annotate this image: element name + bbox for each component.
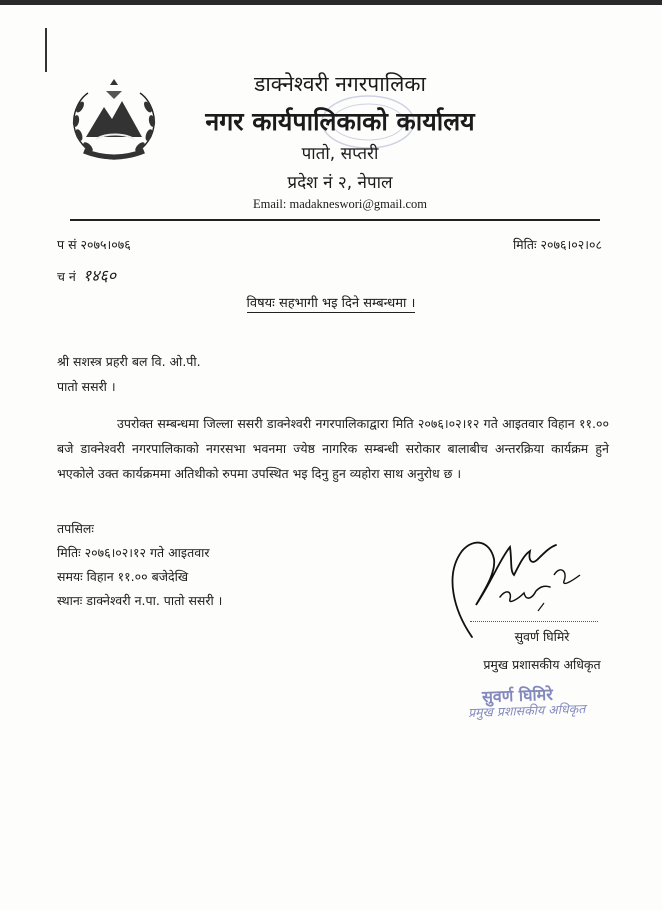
office-email: Email: madakneswori@gmail.com: [253, 197, 427, 211]
dispatch-value: १४६०: [82, 266, 117, 285]
signatory-name: सुवर्ण घिमिरे: [514, 629, 570, 644]
stamp-signatory-name: सुवर्ण घिमिरे: [481, 684, 554, 707]
office-province: प्रदेश नं २, नेपाल: [287, 173, 393, 193]
dispatch-number: [57, 264, 116, 286]
details-heading: तपसिलः: [57, 521, 94, 536]
stamp-signatory-title: प्रमुख प्रशासकीय अधिकृत: [467, 700, 586, 721]
recipient-line-2: पातो ससरी ।: [57, 379, 116, 394]
signatory-title: प्रमुख प्रशासकीय अधिकृत: [483, 657, 601, 672]
office-name: नगर कार्यपालिकाको कार्यालय: [205, 107, 475, 136]
top-border: [0, 0, 662, 5]
dispatch-label: च नं: [57, 269, 76, 284]
header-divider: [70, 219, 600, 221]
municipality-name: डाक्नेश्वरी नगरपालिका: [254, 72, 426, 96]
subject-line: [0, 293, 662, 311]
nepal-emblem-icon: [66, 77, 162, 167]
letter-date: मितिः २०७६।०२।०८: [512, 237, 602, 252]
body-text: उपरोक्त सम्बन्धमा जिल्ला ससरी डाक्नेश्वरी नगरपालिकाद्वारा मिति २०७६।०२।१२ गते आइतवार विहान ११.०० बजे डाक्नेश्वरी नगरपालिकाको नगरसभा भवनमा ज्येष्ठ नागरिक सम्बन्धी सरोकार बालाबीच अन्तरक्रिया कार्यक्रम हुने भएकोले उक्त कार्यक्रममा अतिथीको रुपमा उपस्थित भइ दिनु हुन व्यहोरा साथ अनुरोध छ ।: [57, 416, 609, 481]
detail-place: स्थानः डाक्नेश्वरी न.पा. पातो ससरी ।: [57, 593, 223, 608]
handwritten-signature-icon: [440, 525, 600, 645]
office-place: पातो, सप्तरी: [301, 144, 379, 164]
detail-time: समयः विहान ११.०० बजेदेखि: [57, 569, 189, 584]
reference-number: प सं २०७५।०७६: [57, 237, 131, 252]
margin-mark: [45, 28, 47, 72]
signature-dotted-line: [470, 621, 598, 622]
subject-text: विषयः सहभागी भइ दिने सम्बन्धमा ।: [246, 296, 416, 311]
letter-body: [57, 411, 609, 486]
detail-date: मितिः २०७६।०२।१२ गते आइतवार: [57, 545, 210, 560]
recipient-line-1: श्री सशस्त्र प्रहरी बल वि. ओ.पी.: [57, 354, 201, 369]
